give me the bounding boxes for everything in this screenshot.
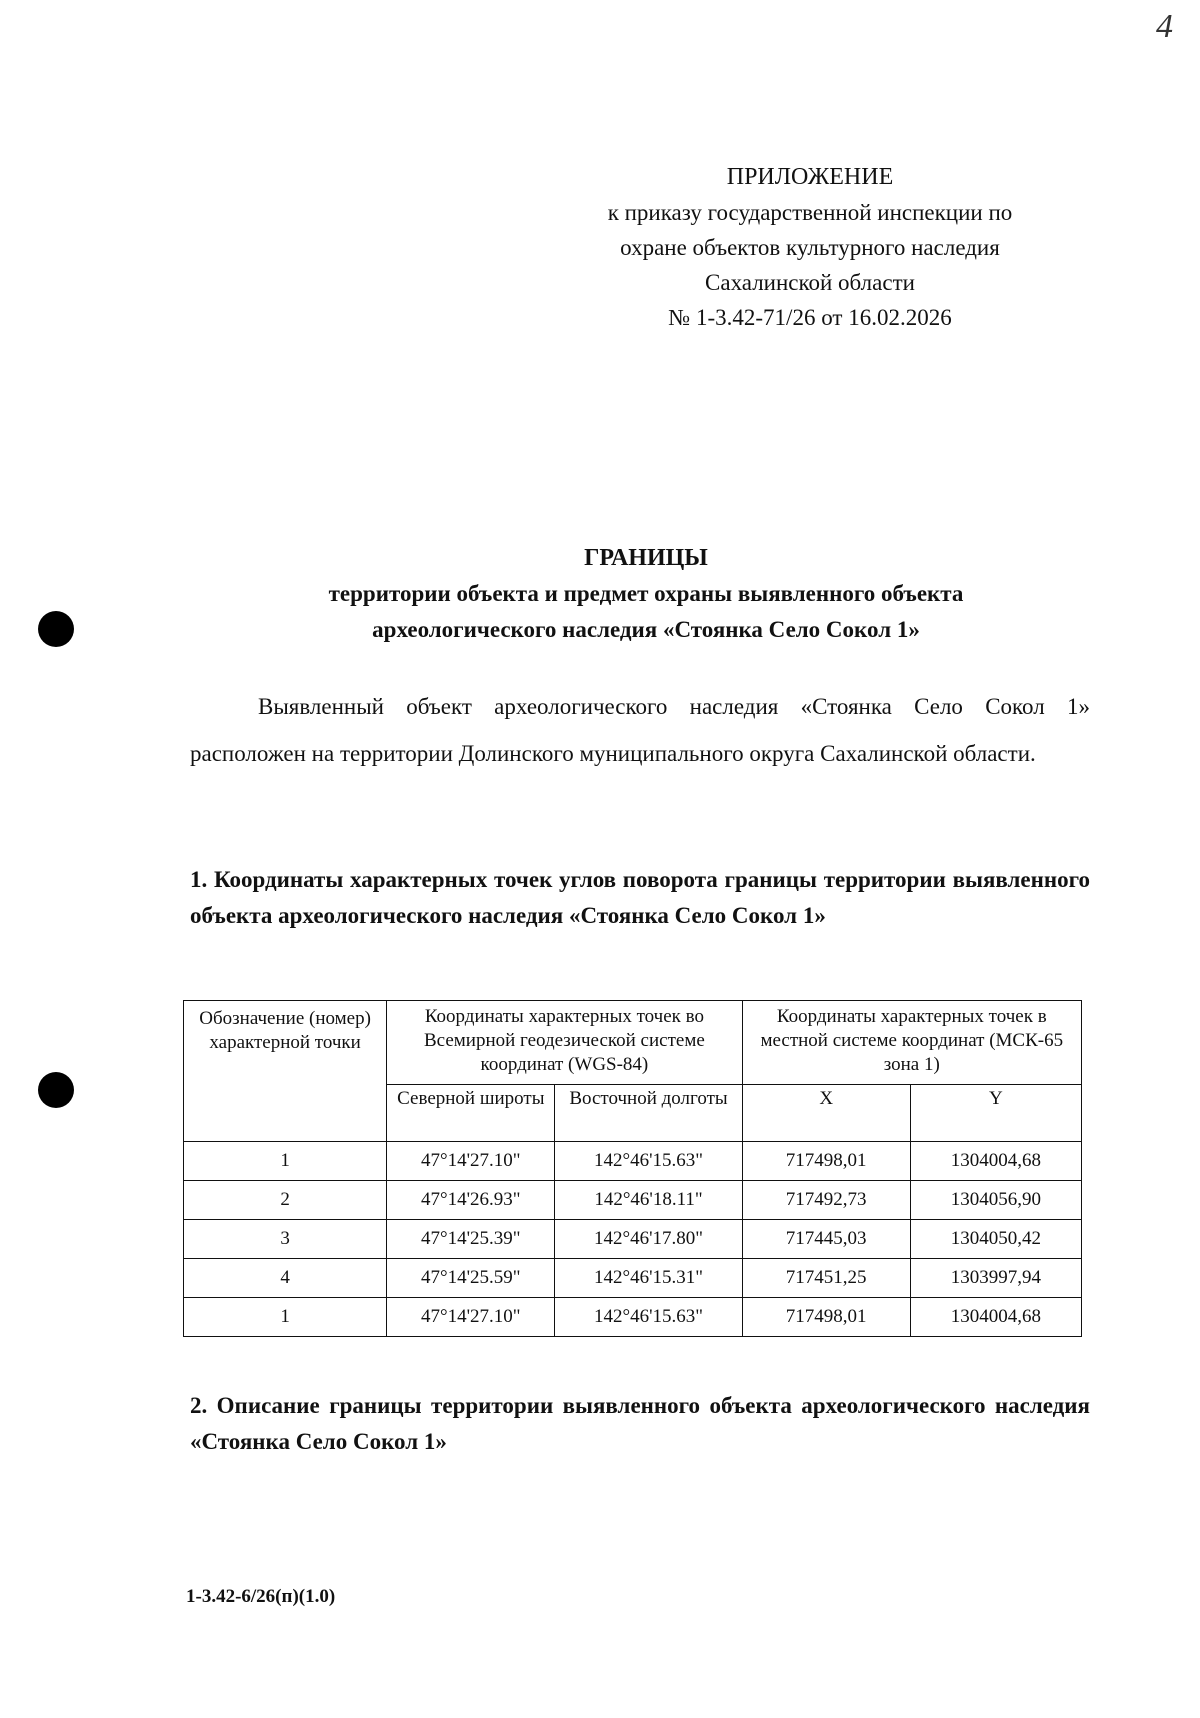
table-row — [184, 1259, 1082, 1298]
cell-longitude: 142°46'15.63" — [555, 1142, 742, 1181]
appendix-title: ПРИЛОЖЕНИЕ — [726, 164, 894, 190]
header-wgs84: Координаты характерных точек во Всемирной геодезической системе координат (WGS-84) — [387, 1001, 742, 1085]
cell-latitude: 47°14'27.10" — [387, 1298, 555, 1337]
cell-x: 717451,25 — [742, 1259, 910, 1298]
document-subtitle-1: территории объекта и предмет охраны выявленного объекта — [328, 581, 964, 606]
appendix-line-2: охране объектов культурного наследия — [620, 235, 1000, 260]
intro-paragraph: Выявленный объект археологического наследия «Стоянка Село Сокол 1» расположен на территории Долинского муниципального округа Сахалинской области. — [190, 694, 1090, 766]
cell-y: 1304004,68 — [910, 1298, 1081, 1337]
document-subtitle-2: археологического наследия «Стоянка Село Сокол 1» — [372, 617, 920, 642]
punch-hole-top — [38, 611, 74, 647]
header-east-longitude: Восточной долготы — [555, 1085, 742, 1142]
section-1-heading: 1. Координаты характерных точек углов поворота границы территории выявленного объекта археологического наследия «Стоянка Село Сокол 1» — [190, 867, 1090, 928]
punch-hole-bottom — [38, 1072, 74, 1108]
header-msk65: Координаты характерных точек в местной системе координат (МСК-65 зона 1) — [742, 1001, 1081, 1085]
cell-longitude: 142°46'18.11" — [555, 1181, 742, 1220]
cell-longitude: 142°46'15.31" — [555, 1259, 742, 1298]
cell-x: 717498,01 — [742, 1142, 910, 1181]
header-x: X — [742, 1085, 910, 1142]
cell-longitude: 142°46'17.80" — [555, 1220, 742, 1259]
cell-y: 1303997,94 — [910, 1259, 1081, 1298]
cell-latitude: 47°14'25.59" — [387, 1259, 555, 1298]
cell-latitude: 47°14'26.93" — [387, 1181, 555, 1220]
header-point-designation: Обозначение (номер) характерной точки — [184, 1001, 387, 1142]
document-footer-code: 1-3.42-6/26(п)(1.0) — [186, 1586, 336, 1607]
cell-latitude: 47°14'27.10" — [387, 1142, 555, 1181]
cell-y: 1304056,90 — [910, 1181, 1081, 1220]
appendix-header — [560, 160, 1060, 335]
cell-y: 1304004,68 — [910, 1142, 1081, 1181]
cell-latitude: 47°14'25.39" — [387, 1220, 555, 1259]
cell-y: 1304050,42 — [910, 1220, 1081, 1259]
table-header-row — [184, 1001, 1082, 1085]
section-2-heading: 2. Описание границы территории выявленного объекта археологического наследия «Стоянка Село Сокол 1» — [190, 1393, 1090, 1454]
cell-point: 3 — [184, 1220, 387, 1259]
appendix-order-number: № 1-3.42-71/26 от 16.02.2026 — [668, 305, 952, 330]
table-row — [184, 1220, 1082, 1259]
cell-x: 717498,01 — [742, 1298, 910, 1337]
table-row — [184, 1181, 1082, 1220]
document-title-block — [150, 540, 1142, 648]
cell-x: 717492,73 — [742, 1181, 910, 1220]
table-row — [184, 1142, 1082, 1181]
cell-point: 2 — [184, 1181, 387, 1220]
document-title: ГРАНИЦЫ — [584, 545, 708, 571]
cell-point: 1 — [184, 1142, 387, 1181]
cell-x: 717445,03 — [742, 1220, 910, 1259]
cell-longitude: 142°46'15.63" — [555, 1298, 742, 1337]
appendix-line-3: Сахалинской области — [705, 270, 915, 295]
cell-point: 4 — [184, 1259, 387, 1298]
appendix-line-1: к приказу государственной инспекции по — [607, 200, 1013, 225]
cell-point: 1 — [184, 1298, 387, 1337]
table-row — [184, 1298, 1082, 1337]
page-number: 4 — [1156, 8, 1173, 45]
coordinates-table — [183, 1000, 1082, 1337]
header-north-latitude: Северной широты — [387, 1085, 555, 1142]
header-y: Y — [910, 1085, 1081, 1142]
